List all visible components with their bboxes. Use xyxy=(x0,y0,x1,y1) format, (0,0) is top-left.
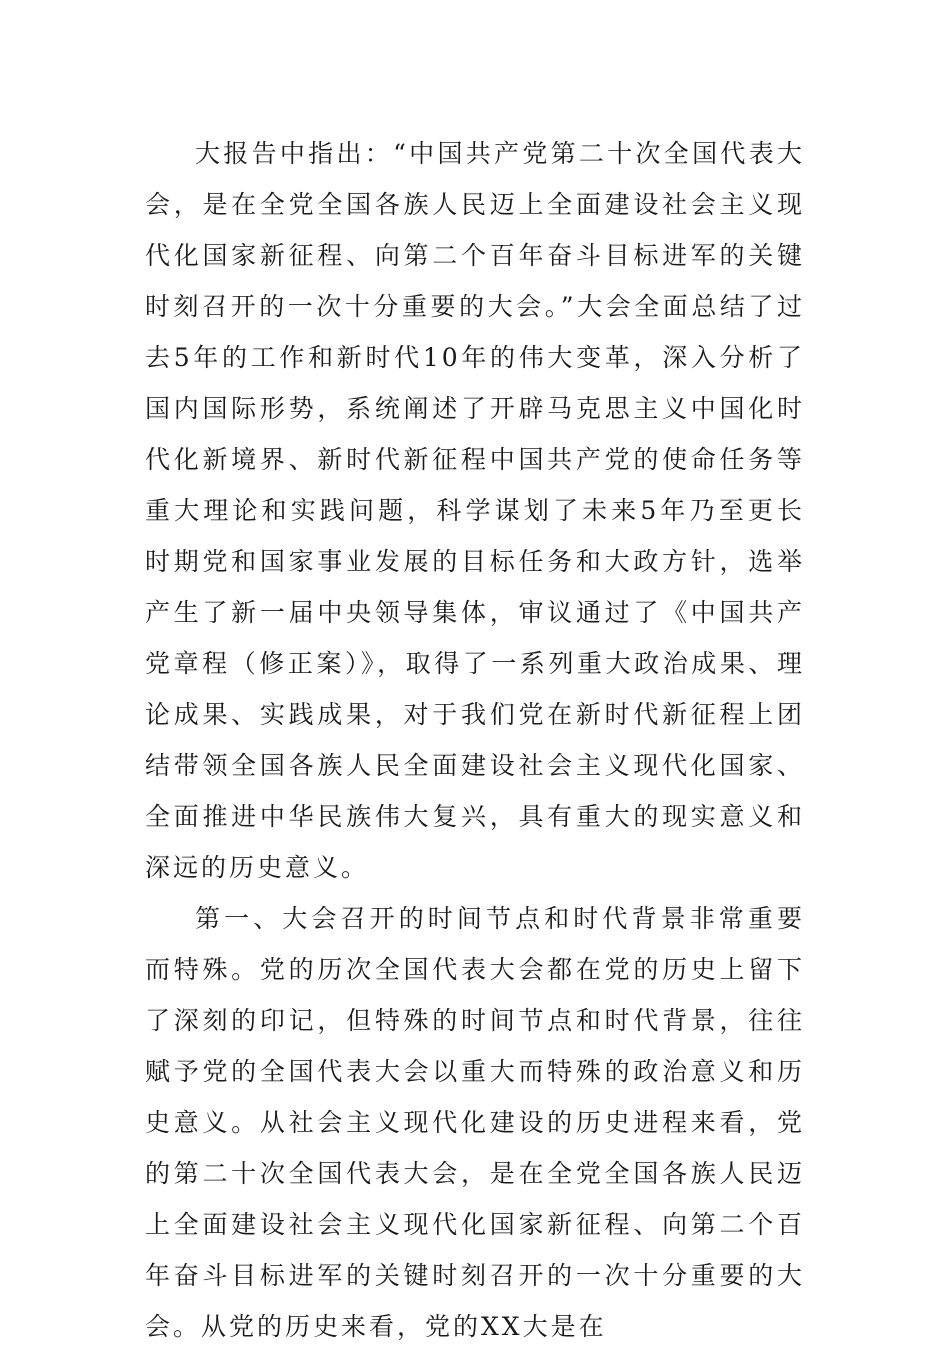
paragraph-2: 第一、大会召开的时间节点和时代背景非常重要而特殊。党的历次全国代表大会都在党的历史上留下了深刻的印记，但特殊的时间节点和时代背景，往往赋予党的全国代表大会以重大而特殊的政治意义和历史意义。从社会主义现代化建设的历史进程来看，党的第二十次全国代表大会，是在全党全国各族人民迈上全面建设社会主义现代化国家新征程、向第二个百年奋斗目标进军的关键时刻召开的一次十分重要的大会。从党的历史来看，党的XX大是在 xyxy=(145,904,805,1341)
document-body xyxy=(145,128,805,1352)
paragraph-1: 大报告中指出：“中国共产党第二十次全国代表大会，是在全党全国各族人民迈上全面建设社会主义现代化国家新征程、向第二个百年奋斗目标进军的关键时刻召开的一次十分重要的大会。”大会全面总结了过去5年的工作和新时代10年的伟大变革，深入分析了国内国际形势，系统阐述了开辟马克思主义中国化时代化新境界、新时代新征程中国共产党的使命任务等重大理论和实践问题，科学谋划了未来5年乃至更长时期党和国家事业发展的目标任务和大政方针，选举产生了新一届中央领导集体，审议通过了《中国共产党章程（修正案）》，取得了一系列重大政治成果、理论成果、实践成果，对于我们党在新时代新征程上团结带领全国各族人民全面建设社会主义现代化国家、全面推进中华民族伟大复兴，具有重大的现实意义和深远的历史意义。 xyxy=(145,139,805,882)
